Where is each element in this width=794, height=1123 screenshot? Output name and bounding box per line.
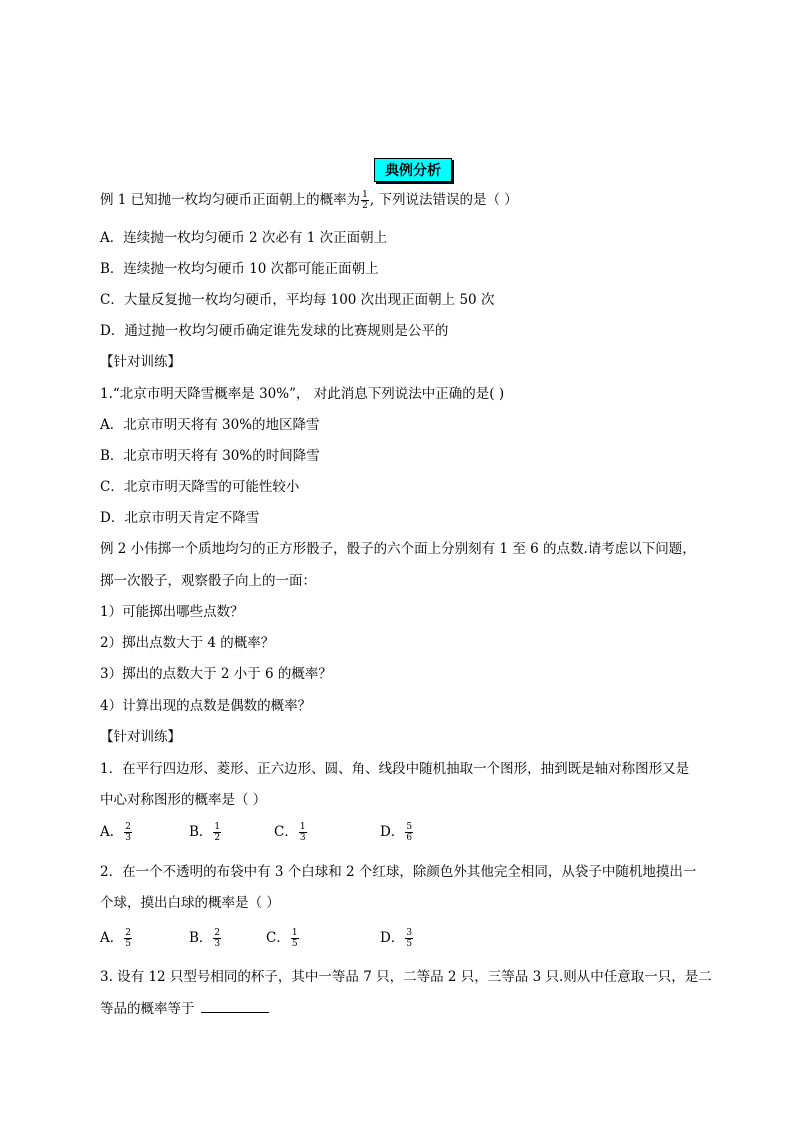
training-1-option-b: B．北京市明天将有 30%的时间降雪 <box>100 448 320 464</box>
fraction: $\frac{1}{2}$ <box>214 822 221 843</box>
example-2-question-1: 1）可能掷出哪些点数？ <box>100 604 244 620</box>
example-1-option-d: D．通过抛一枚均匀硬币确定谁先发球的比赛规则是公平的 <box>100 323 449 339</box>
question-2-option-a: A． $\frac{2}{5}$ <box>100 928 131 949</box>
fraction: $\frac{2}{5}$ <box>125 928 131 949</box>
fraction: $\frac{3}{5}$ <box>406 928 413 949</box>
question-1-line-1: 1．在平行四边形、菱形、正六边形、圆、角、线段中随机抽取一个图形，抽到既是轴对称图形又是 <box>100 761 690 777</box>
question-2-line-1: 2．在一个不透明的布袋中有 3 个白球和 2 个红球，除颜色外其他完全相同，从袋子中随机地摸出一 <box>100 864 697 880</box>
question-1-line-2: 中心对称图形的概率是（ ） <box>100 792 267 808</box>
fraction: $\frac{1}{3}$ <box>299 822 306 843</box>
training-1-stem: 1.“北京市明天降雪概率是 30%”， 对此消息下列说法中正确的是( ) <box>100 386 505 402</box>
section-title: 典例分析 <box>385 163 441 179</box>
example-1-fraction: $\frac{1}{2}$ <box>362 190 368 211</box>
example-1-option-c: C．大量反复抛一枚均匀硬币，平均每 100 次出现正面朝上 50 次 <box>100 292 495 308</box>
question-1-option-c: C． $\frac{1}{3}$ <box>274 822 306 843</box>
example-1-stem-before: 例 1 已知抛一枚均匀硬币正面朝上的概率为 <box>100 192 361 208</box>
fraction: $\frac{1}{5}$ <box>291 928 298 949</box>
question-1-option-a: A． $\frac{2}{3}$ <box>100 822 131 843</box>
example-2-question-2: 2）掷出点数大于 4 的概率？ <box>100 635 275 651</box>
training-label-1: 【针对训练】 <box>100 354 181 370</box>
training-1-option-d: D．北京市明天肯定不降雪 <box>100 510 260 526</box>
question-2-line-2: 个球，摸出白球的概率是（ ） <box>100 895 280 911</box>
training-1-option-c: C．北京市明天降雪的可能性较小 <box>100 479 300 495</box>
example-1-stem <box>100 190 518 211</box>
example-2-question-3: 3）掷出的点数大于 2 小于 6 的概率？ <box>100 666 332 682</box>
question-2-option-d: D． $\frac{3}{5}$ <box>380 928 413 949</box>
fraction: $\frac{2}{3}$ <box>125 822 131 843</box>
example-1-stem-after: , 下列说法错误的是（ ） <box>369 192 518 208</box>
question-2-option-c: C． $\frac{1}{5}$ <box>266 928 298 949</box>
example-1-option-b: B．连续抛一枚均匀硬币 10 次都可能正面朝上 <box>100 261 379 277</box>
example-2-line-2: 掷一次骰子，观察骰子向上的一面： <box>100 573 316 589</box>
question-3-line-1: 3. 设有 12 只型号相同的杯子，其中一等品 7 只，二等品 2 只，三等品 3 只.则从中任意取一只，是二 <box>100 969 712 985</box>
section-title-box <box>374 158 452 182</box>
example-2-question-4: 4）计算出现的点数是偶数的概率？ <box>100 698 312 714</box>
fraction: $\frac{2}{3}$ <box>214 928 221 949</box>
question-1-option-b: B． $\frac{1}{2}$ <box>189 822 221 843</box>
question-3-line-2: 等品的概率等于 <box>100 998 269 1019</box>
example-1-option-a: A．连续抛一枚均匀硬币 2 次必有 1 次正面朝上 <box>100 230 388 246</box>
question-1-option-d: D． $\frac{5}{6}$ <box>380 822 413 843</box>
fraction: $\frac{5}{6}$ <box>406 822 413 843</box>
training-label-2: 【针对训练】 <box>100 729 181 745</box>
example-2-line-1: 例 2 小伟掷一个质地均匀的正方形骰子，骰子的六个面上分别刻有 1 至 6 的点数.请考虑以下问题， <box>100 541 696 557</box>
question-2-option-b: B． $\frac{2}{3}$ <box>189 928 221 949</box>
answer-blank[interactable] <box>201 998 269 1013</box>
training-1-option-a: A．北京市明天将有 30%的地区降雪 <box>100 417 320 433</box>
